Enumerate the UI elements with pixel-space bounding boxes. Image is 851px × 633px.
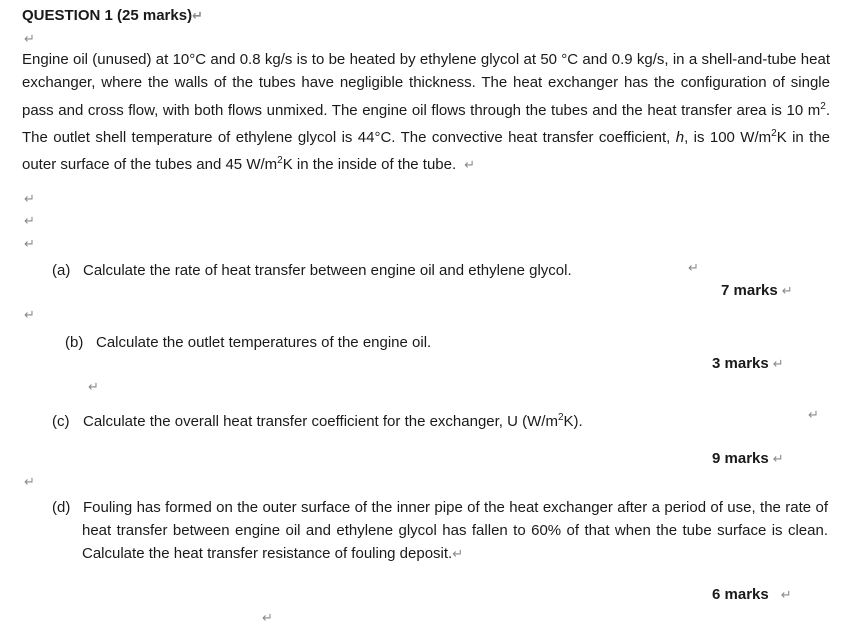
paragraph-mark-icon: ↵	[688, 261, 699, 276]
paragraph-mark-icon: ↵	[24, 214, 35, 229]
paragraph-mark-icon: ↵	[88, 380, 99, 395]
part-c: (c) Calculate the overall heat transfer coefficient for the exchanger, U $(W/m^2K)$.	[52, 412, 583, 430]
part-d: (d) Fouling has formed on the outer surface of the inner pipe of the heat exchanger after a period of use, the rate of heat transfer between engine oil and ethylene glycol has fallen to 60% of that when the tube surface is clean. Calculate the heat transfer resistance of fouling deposit.↵	[52, 499, 828, 562]
paragraph-mark-icon: ↵	[780, 588, 792, 603]
part-a: (a) Calculate the rate of heat transfer between engine oil and ethylene glycol.	[52, 262, 572, 279]
part-a-marks: 7 marks ↵	[721, 282, 793, 299]
part-d-marks: 6 marks ↵	[712, 586, 792, 603]
paragraph-mark-icon: ↵	[808, 408, 819, 423]
paragraph-mark-icon: ↵	[781, 284, 793, 299]
paragraph-mark-icon: ↵	[262, 611, 273, 626]
part-b-marks: 3 marks ↵	[712, 355, 784, 372]
paragraph-mark-icon: ↵	[772, 357, 784, 372]
paragraph-mark-icon: ↵	[24, 475, 35, 490]
question-title	[22, 7, 203, 24]
paragraph-mark-icon: ↵	[24, 237, 35, 252]
paragraph-mark-icon: ↵	[24, 308, 35, 323]
question-title-text: QUESTION 1 (25 marks)	[22, 7, 193, 24]
paragraph-mark-icon: ↵	[772, 452, 784, 467]
paragraph-mark-icon: ↵	[452, 547, 464, 562]
question-intro: Engine oil (unused) at 10°C and 0.8 kg/s is to be heated by ethylene glycol at 50 °C and 0.9 kg/s, in a shell-and-tube heat exchanger, where the walls of the tubes have negligible thickness. The heat exchanger has the configuration of single pass and cross flow, with both flows unmixed. The engine oil flows through the tubes and the heat transfer area is 10 $m^2$. The outlet shell temperature of ethylene glycol is 44°C. The convective heat transfer coefficient, h, is 100 $W/m^2K$ in the outer surface of the tubes and 45 $W/m^2K$ in the inside of the tube. ↵	[22, 51, 831, 174]
paragraph-mark-icon: ↵	[24, 192, 35, 207]
paragraph-mark-icon: ↵	[192, 9, 203, 24]
paragraph-mark-icon: ↵	[24, 32, 35, 47]
part-b: (b) Calculate the outlet temperatures of the engine oil.	[65, 334, 432, 351]
paragraph-mark-icon: ↵	[464, 158, 476, 174]
part-c-marks: 9 marks ↵	[712, 450, 784, 467]
